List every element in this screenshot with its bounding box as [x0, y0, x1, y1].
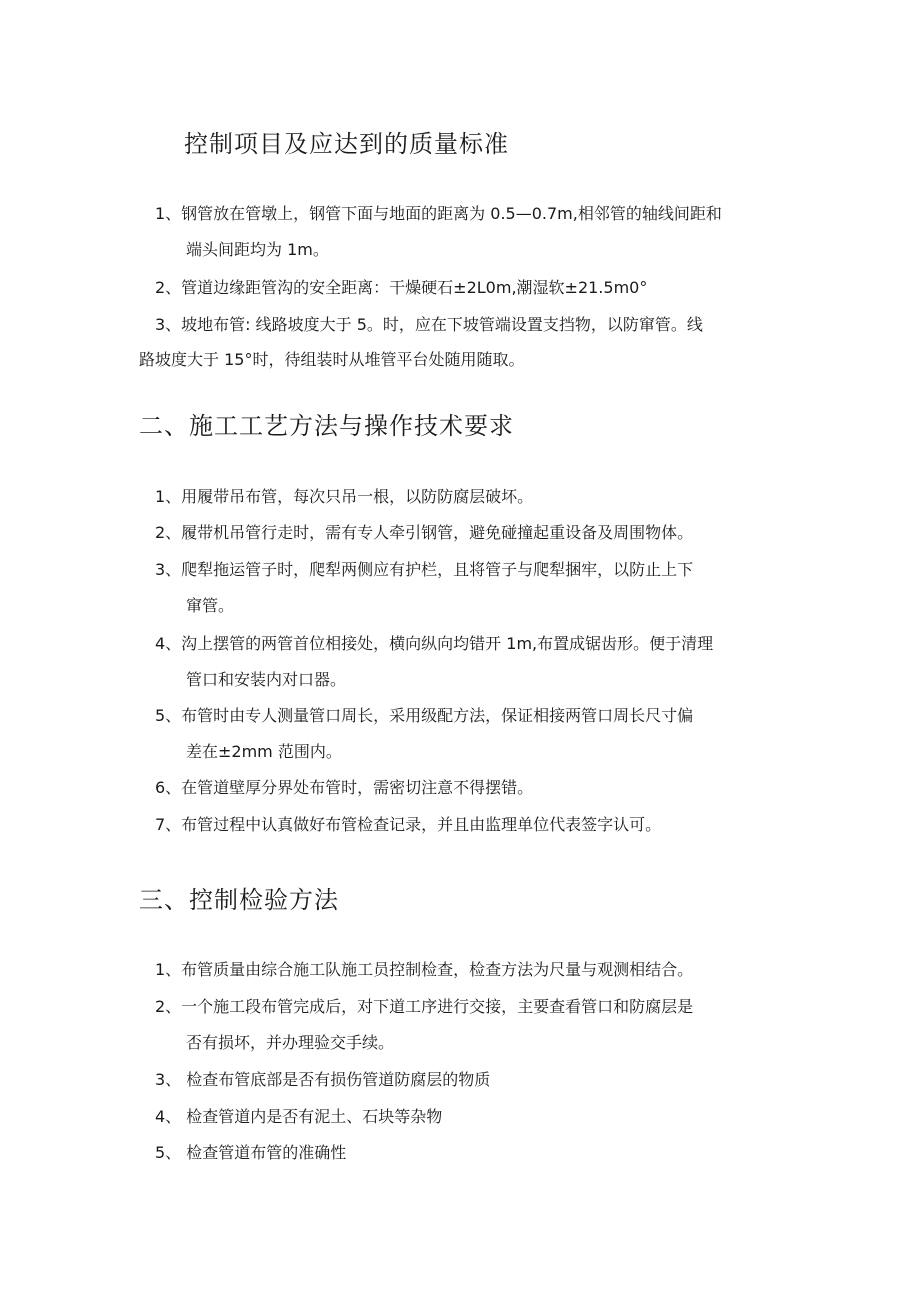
section-3-item-2-line-2: 否有损坏，并办理验交手续。: [186, 1033, 395, 1052]
section-2-item-5-line-2: 差在±2mm 范围内。: [186, 742, 342, 761]
section-1-item-3-line-2: 路坡度大于 15°时，待组装时从堆管平台处随用随取。: [139, 350, 525, 369]
section-3-title: 三、控制检验方法: [139, 886, 339, 914]
section-1-item-1-line-1: 1、钢管放在管墩上，钢管下面与地面的距离为 0.5—0.7m,相邻管的轴线间距和: [155, 204, 722, 223]
section-2-item-3-line-2: 窜管。: [186, 596, 235, 615]
section-2-item-5-line-1: 5、布管时由专人测量管口周长，采用级配方法，保证相接两管口周长尺寸偏: [155, 706, 694, 725]
section-2-item-7-line-1: 7、布管过程中认真做好布管检查记录，并且由监理单位代表签字认可。: [155, 815, 662, 834]
section-2-item-3-line-1: 3、爬犁拖运管子时，爬犁两侧应有护栏，且将管子与爬犁捆牢，以防止上下: [155, 560, 694, 579]
section-2-item-2-line-1: 2、履带机吊管行走时，需有专人牵引钢管，避免碰撞起重设备及周围物体。: [155, 523, 694, 542]
section-3-item-3-line-1: 3、 检查布管底部是否有损伤管道防腐层的物质: [155, 1070, 491, 1089]
section-1-item-2-line-1: 2、管道边缘距管沟的安全距离：干燥硬石±2L0m,潮湿软±21.5m0°: [155, 278, 648, 297]
section-3-item-1-line-1: 1、布管质量由综合施工队施工员控制检查，检查方法为尺量与观测相结合。: [155, 960, 694, 979]
section-1-item-1-line-2: 端头间距均为 1m。: [186, 240, 329, 259]
section-3-item-4-line-1: 4、 检查管道内是否有泥土、石块等杂物: [155, 1107, 443, 1126]
section-2-item-6-line-1: 6、在管道壁厚分界处布管时，需密切注意不得摆错。: [155, 778, 534, 797]
section-1-item-3-line-1: 3、坡地布管: 线路坡度大于 5。时，应在下坡管端设置支挡物，以防窜管。线: [155, 315, 703, 334]
section-2-item-1-line-1: 1、用履带吊布管，每次只吊一根，以防防腐层破坏。: [155, 487, 534, 506]
section-3-item-2-line-1: 2、一个施工段布管完成后，对下道工序进行交接，主要查看管口和防腐层是: [155, 997, 694, 1016]
section-2-item-4-line-2: 管口和安装内对口器。: [186, 670, 347, 689]
section-2-title: 二、施工工艺方法与操作技术要求: [139, 412, 514, 440]
section-1-title: 控制项目及应达到的质量标准: [184, 130, 509, 158]
section-2-item-4-line-1: 4、沟上摆管的两管首位相接处，横向纵向均错开 1m,布置成锯齿形。便于清理: [155, 634, 714, 653]
section-3-item-5-line-1: 5、 检查管道布管的准确性: [155, 1143, 347, 1162]
